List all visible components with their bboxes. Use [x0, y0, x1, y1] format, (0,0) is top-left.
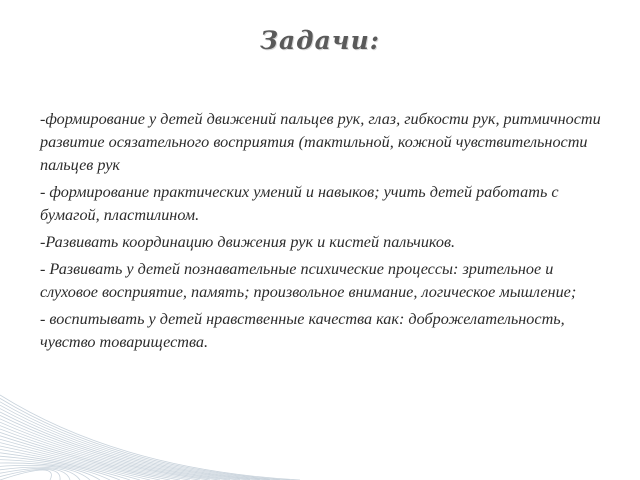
- decor-line: [0, 422, 220, 480]
- decor-line: [0, 470, 51, 480]
- decor-line: [0, 449, 140, 480]
- decor-line: [0, 432, 190, 480]
- decor-line: [0, 443, 160, 480]
- decor-line: [0, 412, 250, 480]
- decor-line: [0, 456, 120, 480]
- decor-line: [0, 419, 230, 480]
- decor-line: [0, 405, 270, 480]
- decor-line: [0, 395, 300, 480]
- task-list: [40, 108, 615, 358]
- task-item-3: -Развивать координацию движения рук и кистей пальчиков.: [40, 233, 456, 251]
- decor-line: [0, 465, 90, 480]
- decor-line: [0, 467, 80, 480]
- decor-line: [0, 439, 170, 480]
- decor-line: [0, 463, 100, 480]
- task-item-4: - Развивать у детей познавательные психические процессы: зрительное и слуховое восприятие, память; произвольное внимание, логическое мышление;: [40, 260, 577, 301]
- decor-line: [0, 415, 240, 480]
- decor-line: [0, 469, 60, 480]
- task-item-1: -формирование у детей движений пальцев рук, глаз, гибкости рук, ритмичности развитие осязательного восприятия (тактильной, кожной чувствительности пальцев рук: [40, 110, 601, 174]
- decor-line: [0, 436, 180, 480]
- task-item-2: - формирование практических умений и навыков; учить детей работать с бумагой, пластилином.: [40, 183, 559, 224]
- decor-line: [0, 446, 150, 480]
- slide-title: Задачи:: [259, 26, 381, 55]
- decor-line: [0, 409, 260, 480]
- decor-line: [0, 426, 210, 480]
- decor-line: [0, 460, 110, 480]
- decor-line: [0, 453, 130, 480]
- decor-line: [0, 402, 280, 480]
- decor-line: [0, 468, 70, 480]
- decor-line: [0, 398, 290, 480]
- task-item-5: - воспитывать у детей нравственные качества как: доброжелательность, чувство товарищества.: [40, 310, 565, 351]
- decor-line: [0, 429, 200, 480]
